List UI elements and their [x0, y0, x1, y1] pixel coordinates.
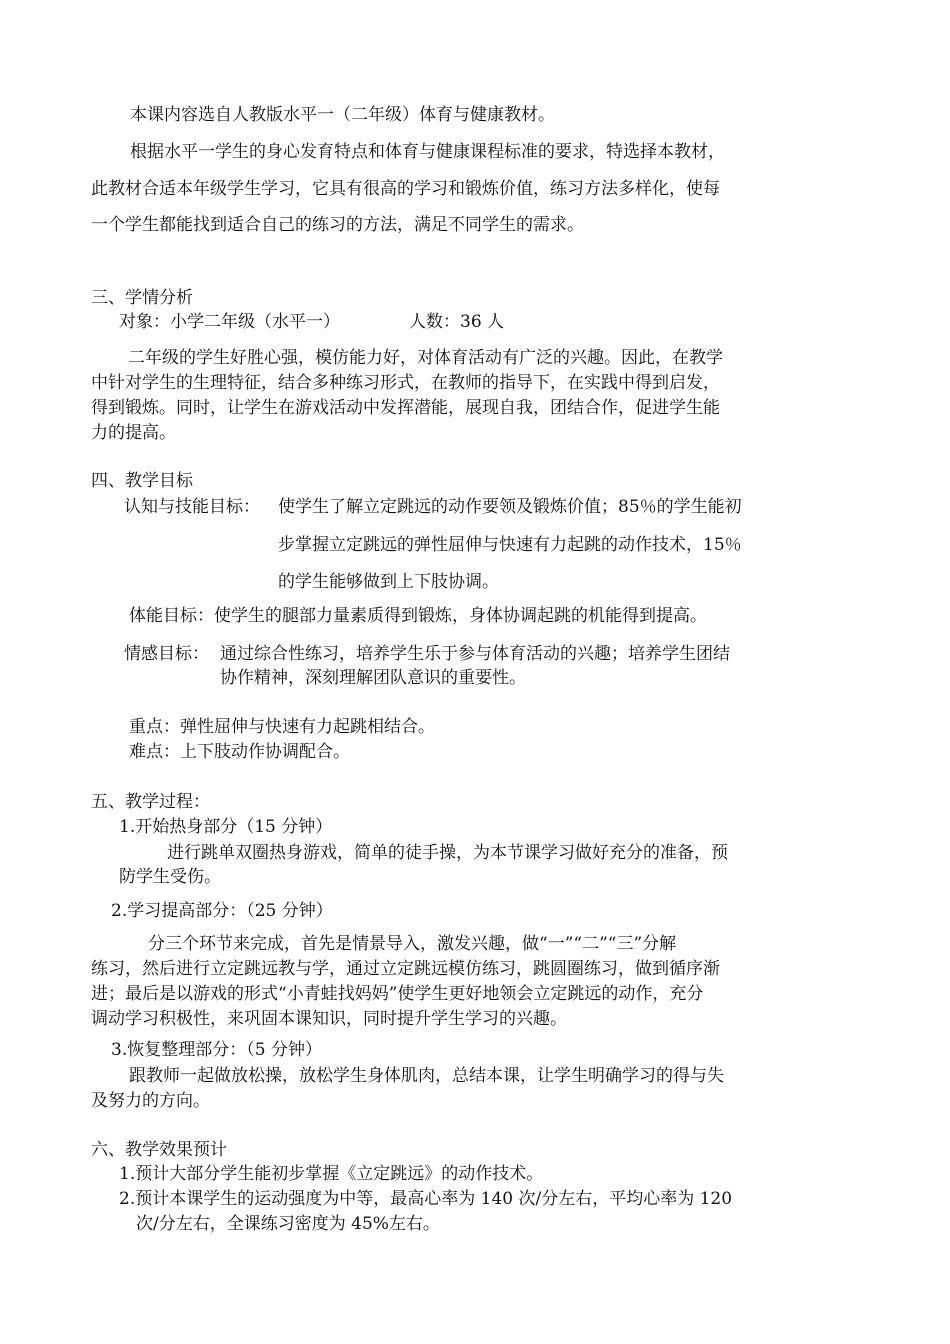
- intro-paragraph-1: 本课内容选自人教版水平一（二年级）体育与健康教材。: [130, 105, 555, 125]
- intro-paragraph-2-line-2: 此教材合适本年级学生学习，它具有很高的学习和锻炼价值，练习方法多样化，使每: [91, 179, 720, 199]
- section-3-paragraph-line-2: 中针对学生的生理特征，结合多种练习形式，在教师的指导下，在实践中得到启发，: [91, 373, 720, 393]
- section-5-heading: 五、教学过程：: [91, 792, 210, 812]
- section-3-paragraph-line-4: 力的提高。: [91, 423, 176, 443]
- section-3-paragraph-line-1: 二年级的学生好胜心强，模仿能力好，对体育活动有广泛的兴趣。因此，在教学: [128, 348, 723, 368]
- section-3-paragraph-line-3: 得到锻炼。同时，让学生在游戏活动中发挥潜能，展现自我，团结合作，促进学生能: [91, 398, 720, 418]
- physical-goal: 体能目标：使学生的腿部力量素质得到锻炼，身体协调起跳的机能得到提高。: [129, 606, 707, 626]
- part-1-title: 1.开始热身部分（15 分钟）: [119, 817, 333, 837]
- effect-item-2-line-2: 次/分左右，全课练习密度为 45%左右。: [136, 1214, 440, 1234]
- key-point: 重点：弹性屈伸与快速有力起跳相结合。: [129, 717, 435, 737]
- skill-goal-label: 认知与技能目标：: [124, 497, 260, 517]
- part-1-line-1: 进行跳单双圈热身游戏，简单的徒手操，为本节课学习做好充分的准备，预: [167, 843, 728, 863]
- intro-paragraph-2-line-3: 一个学生都能找到适合自己的练习的方法，满足不同学生的需求。: [91, 215, 584, 235]
- part-2-line-3: 进；最后是以游戏的形式“小青蛙找妈妈”使学生更好地领会立定跳远的动作，充分: [91, 984, 704, 1004]
- student-target: 对象：小学二年级（水平一）: [119, 312, 340, 332]
- skill-goal-line-3: 的学生能够做到上下肢协调。: [278, 572, 499, 592]
- skill-goal-line-2: 步掌握立定跳远的弹性屈伸与快速有力起跳的动作技术，15％: [278, 535, 742, 555]
- part-1-line-2: 防学生受伤。: [119, 867, 221, 887]
- part-2-line-1: 分三个环节来完成，首先是情景导入，激发兴趣，做“一”“二”“三”分解: [148, 934, 677, 954]
- part-2-title: 2.学习提高部分：（25 分钟）: [111, 901, 333, 921]
- emotion-goal-line-1: 通过综合性练习，培养学生乐于参与体育活动的兴趣；培养学生团结: [220, 644, 730, 664]
- part-3-line-2: 及努力的方向。: [91, 1091, 210, 1111]
- part-3-title: 3.恢复整理部分：（5 分钟）: [111, 1040, 322, 1060]
- skill-goal-line-1: 使学生了解立定跳远的动作要领及锻炼价值；85％的学生能初: [278, 497, 742, 517]
- emotion-goal-line-2: 协作精神，深刻理解团队意识的重要性。: [220, 668, 526, 688]
- emotion-goal-label: 情感目标：: [124, 644, 209, 664]
- section-6-heading: 六、教学效果预计: [91, 1140, 227, 1160]
- section-4-heading: 四、教学目标: [91, 471, 193, 491]
- effect-item-2-line-1: 2.预计本课学生的运动强度为中等，最高心率为 140 次/分左右，平均心率为 120: [119, 1189, 733, 1209]
- part-3-line-1: 跟教师一起做放松操，放松学生身体肌肉，总结本课，让学生明确学习的得与失: [129, 1066, 724, 1086]
- section-3-heading: 三、学情分析: [91, 288, 193, 308]
- part-2-line-2: 练习，然后进行立定跳远教与学，通过立定跳远模仿练习，跳圆圈练习，做到循序渐: [91, 959, 720, 979]
- difficult-point: 难点：上下肢动作协调配合。: [129, 742, 350, 762]
- intro-paragraph-2-line-1: 根据水平一学生的身心发育特点和体育与健康课程标准的要求，特选择本教材，: [130, 142, 725, 162]
- student-count: 人数：36 人: [409, 312, 505, 332]
- effect-item-1: 1.预计大部分学生能初步掌握《立定跳远》的动作技术。: [119, 1164, 544, 1184]
- part-2-line-4: 调动学习积极性，来巩固本课知识，同时提升学生学习的兴趣。: [91, 1009, 567, 1029]
